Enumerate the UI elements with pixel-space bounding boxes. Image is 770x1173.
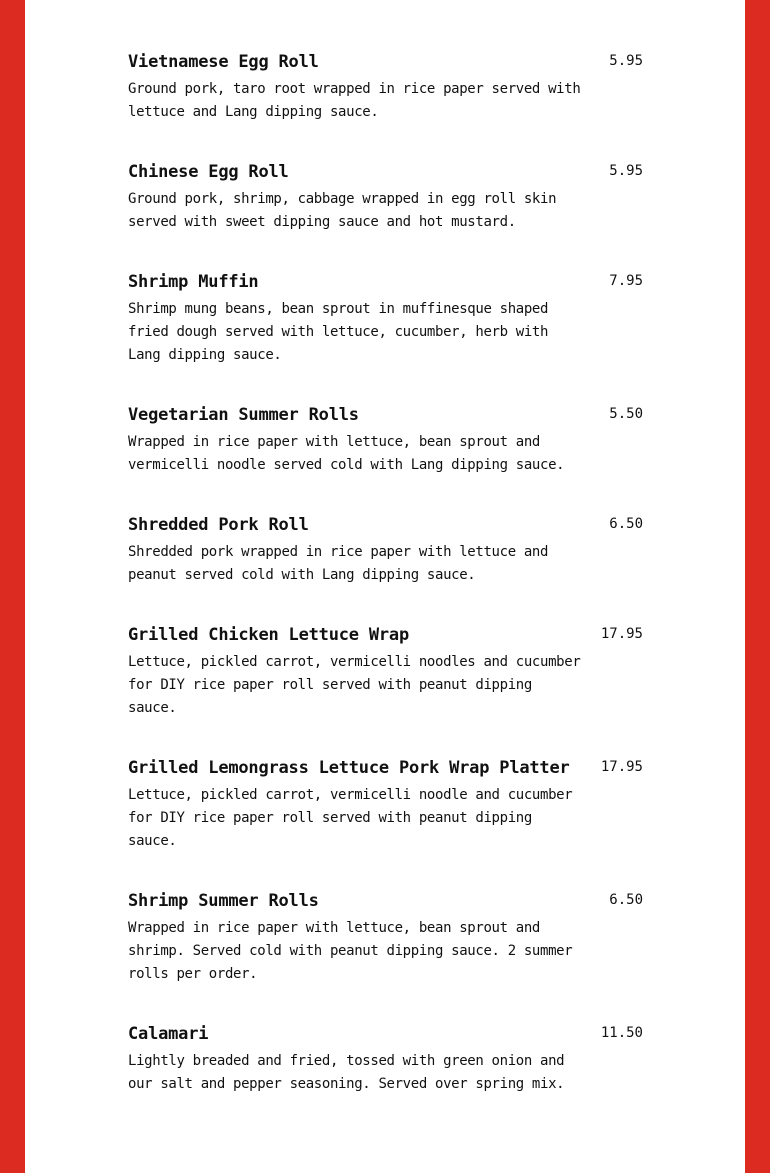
menu-item-price: 17.95: [600, 759, 643, 775]
menu-item-price: 7.95: [609, 273, 643, 289]
menu-item-description: Lettuce, pickled carrot, vermicelli noodle and cucumber for DIY rice paper roll served with peanut dipping sauce.: [128, 787, 573, 849]
menu-item-name: Calamari: [128, 1024, 209, 1044]
menu-item-description: Lightly breaded and fried, tossed with green onion and our salt and pepper seasoning. Served over spring mix.: [128, 1053, 565, 1092]
appetizer-menu-list: [128, 51, 643, 1133]
menu-item-grilled-lemongrass-pork-wrap-platter: [128, 757, 643, 853]
menu-item-name: Grilled Lemongrass Lettuce Pork Wrap Platter: [128, 758, 570, 778]
menu-item-vietnamese-egg-roll: [128, 51, 643, 124]
menu-item-shrimp-summer-rolls: [128, 890, 643, 986]
menu-item-price: 6.50: [609, 892, 643, 908]
menu-item-price: 5.50: [609, 406, 643, 422]
menu-item-price: 17.95: [600, 626, 643, 642]
menu-item-description: Lettuce, pickled carrot, vermicelli noodles and cucumber for DIY rice paper roll served with peanut dipping sauce.: [128, 654, 581, 716]
menu-item-chinese-egg-roll: [128, 161, 643, 234]
menu-item-name: Shrimp Summer Rolls: [128, 891, 319, 911]
menu-item-price: 6.50: [609, 516, 643, 532]
menu-item-description: Wrapped in rice paper with lettuce, bean sprout and shrimp. Served cold with peanut dipping sauce. 2 summer rolls per order.: [128, 920, 573, 982]
menu-item-description: Wrapped in rice paper with lettuce, bean sprout and vermicelli noodle served cold with Lang dipping sauce.: [128, 434, 565, 473]
menu-item-name: Chinese Egg Roll: [128, 162, 289, 182]
menu-item-name: Vietnamese Egg Roll: [128, 52, 319, 72]
menu-item-description: Shrimp mung beans, bean sprout in muffinesque shaped fried dough served with lettuce, cucumber, herb with Lang dipping sauce.: [128, 301, 549, 363]
menu-item-name: Grilled Chicken Lettuce Wrap: [128, 625, 409, 645]
menu-item-shredded-pork-roll: [128, 514, 643, 587]
left-red-border: [0, 0, 25, 1173]
menu-item-description: Ground pork, taro root wrapped in rice paper served with lettuce and Lang dipping sauce.: [128, 81, 581, 120]
menu-item-name: Vegetarian Summer Rolls: [128, 405, 359, 425]
menu-item-price: 5.95: [609, 163, 643, 179]
menu-item-price: 11.50: [600, 1025, 643, 1041]
menu-item-description: Ground pork, shrimp, cabbage wrapped in egg roll skin served with sweet dipping sauce and hot mustard.: [128, 191, 557, 230]
menu-item-name: Shredded Pork Roll: [128, 515, 309, 535]
menu-item-vegetarian-summer-rolls: [128, 404, 643, 477]
menu-item-shrimp-muffin: [128, 271, 643, 367]
right-red-border: [745, 0, 770, 1173]
menu-item-calamari: [128, 1023, 643, 1096]
menu-item-grilled-chicken-lettuce-wrap: [128, 624, 643, 720]
menu-item-name: Shrimp Muffin: [128, 272, 259, 292]
menu-item-description: Shredded pork wrapped in rice paper with lettuce and peanut served cold with Lang dipping sauce.: [128, 544, 549, 583]
menu-item-price: 5.95: [609, 53, 643, 69]
